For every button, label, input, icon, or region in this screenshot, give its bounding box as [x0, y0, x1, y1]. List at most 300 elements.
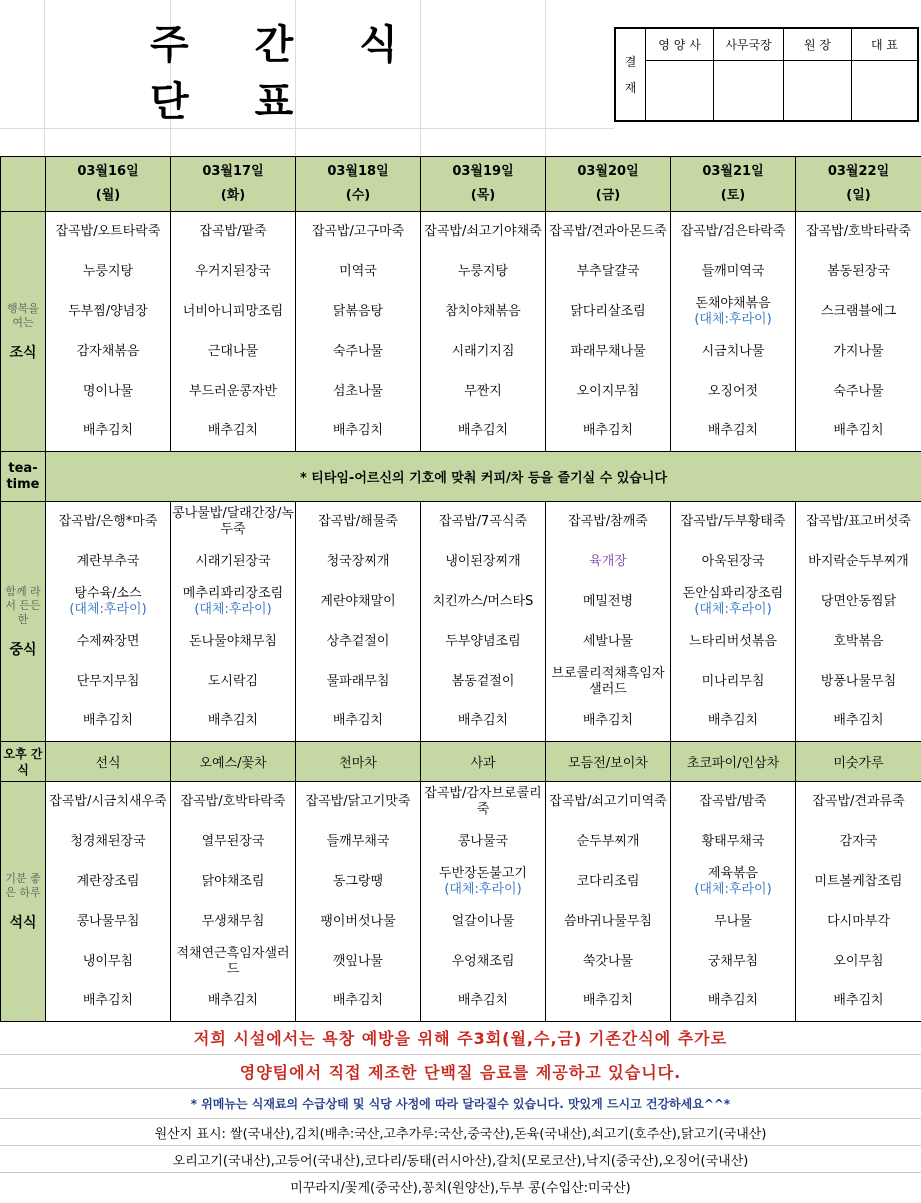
menu-item-text: 잡곡밥/호박타락죽	[180, 793, 286, 809]
menu-item-text: 배추김치	[82, 423, 134, 439]
menu-item	[671, 332, 796, 372]
day-header	[671, 157, 796, 212]
menu-item	[46, 252, 171, 292]
approval-label	[616, 29, 646, 120]
menu-item-text: 시래기지짐	[451, 343, 515, 359]
menu-item	[171, 782, 296, 822]
menu-item-text: 콩나물국	[457, 833, 509, 849]
menu-item	[796, 252, 921, 292]
day-of-week: (화)	[220, 188, 246, 203]
menu-item	[546, 212, 671, 252]
menu-item-text: 잡곡밥/두부황태죽	[680, 513, 786, 529]
menu-item-text: 무나물	[714, 913, 752, 929]
lunch-row	[1, 622, 921, 662]
menu-item-text: 섬초나물	[332, 383, 384, 399]
day-header	[296, 157, 421, 212]
menu-item-text: 잡곡밥/7곡식죽	[439, 513, 527, 529]
menu-item	[46, 412, 171, 452]
menu-item	[671, 502, 796, 542]
menu-item	[46, 332, 171, 372]
menu-item-text: 들깨미역국	[701, 263, 765, 279]
menu-item-text: 미나리무침	[701, 673, 765, 689]
approval-head: 사무국장	[714, 29, 783, 61]
menu-item	[546, 622, 671, 662]
disclaimer: * 위메뉴는 식재료의 수급상태 및 식당 사정에 따라 달라질수 있습니다. 맛있게 드시고 건강하세요^^*	[0, 1089, 921, 1119]
breakfast-row	[1, 412, 921, 452]
day-of-week: (월)	[95, 188, 121, 203]
menu-item-text: 가지나물	[833, 343, 884, 359]
menu-item-substitute: (대체:후라이)	[694, 881, 772, 897]
dinner-row	[1, 982, 921, 1022]
menu-item-text: 도시락김	[207, 673, 259, 689]
menu-item	[671, 862, 796, 902]
menu-item	[421, 902, 546, 942]
menu-item-text: 잡곡밥/팥죽	[199, 223, 267, 239]
menu-item	[671, 252, 796, 292]
menu-item	[171, 702, 296, 742]
menu-item	[546, 982, 671, 1022]
menu-item	[171, 862, 296, 902]
menu-item-text: 시래기된장국	[195, 553, 271, 569]
menu-item-text: 동그랑땡	[332, 873, 384, 889]
menu-item-text: 쑥갓나물	[582, 953, 634, 969]
menu-item	[671, 622, 796, 662]
menu-item	[796, 582, 921, 622]
approval-head: 영 양 사	[646, 29, 713, 61]
lunch-label	[1, 502, 46, 742]
day-date: 03월21일	[702, 164, 764, 179]
menu-item-text: 황태무채국	[701, 833, 765, 849]
day-date: 03월19일	[452, 164, 514, 179]
approval-col-ceo	[852, 29, 917, 120]
menu-item-text: 청국장찌개	[326, 553, 390, 569]
menu-item	[171, 822, 296, 862]
menu-item-text: 닭다리살조림	[570, 303, 646, 319]
menu-item-text: 누룽지탕	[457, 263, 509, 279]
menu-item-text: 우거지된장국	[195, 263, 271, 279]
menu-item	[296, 942, 421, 982]
menu-item-text: 미역국	[339, 263, 377, 279]
origin-line-3: 미꾸라지/꽃게(중국산),꽁치(원양산),두부 콩(수입산:미국산)	[290, 1181, 631, 1196]
menu-item	[296, 252, 421, 292]
menu-item	[46, 582, 171, 622]
breakfast-label	[1, 212, 46, 452]
menu-item	[296, 502, 421, 542]
breakfast-row	[1, 332, 921, 372]
menu-item	[171, 662, 296, 702]
menu-item	[546, 662, 671, 702]
approval-label-top: 결	[624, 54, 637, 69]
menu-item-text: 단무지무침	[76, 673, 140, 689]
approval-head: 원 장	[784, 29, 851, 61]
menu-item-substitute: (대체:후라이)	[694, 311, 772, 327]
menu-item	[171, 252, 296, 292]
menu-item	[671, 542, 796, 582]
menu-item	[796, 542, 921, 582]
breakfast-row	[1, 292, 921, 332]
menu-item-text: 계란부추국	[76, 553, 140, 569]
menu-item	[46, 372, 171, 412]
menu-item	[296, 332, 421, 372]
menu-item	[796, 942, 921, 982]
menu-item	[171, 412, 296, 452]
menu-item	[796, 372, 921, 412]
menu-item	[296, 292, 421, 332]
menu-item	[546, 862, 671, 902]
menu-item-text: 부드러운콩자반	[189, 383, 277, 399]
menu-item	[546, 702, 671, 742]
lunch-row	[1, 542, 921, 582]
menu-item-text: 닭야채조림	[201, 873, 265, 889]
dinner-row	[1, 942, 921, 982]
menu-item	[46, 702, 171, 742]
menu-item	[421, 982, 546, 1022]
breakfast-row	[1, 252, 921, 292]
dinner-label-main: 석식	[9, 914, 37, 931]
menu-item-text: 배추김치	[457, 993, 509, 1009]
menu-item	[546, 372, 671, 412]
menu-item	[671, 942, 796, 982]
menu-item-text: 부추달걀국	[576, 263, 640, 279]
menu-item	[546, 502, 671, 542]
dinner-label-sub: 기분 좋은 하루	[5, 871, 41, 899]
menu-item	[296, 902, 421, 942]
menu-item-text: 배추김치	[582, 423, 634, 439]
menu-item-text: 배추김치	[82, 993, 134, 1009]
menu-item-text: 오이지무침	[576, 383, 640, 399]
menu-item	[546, 582, 671, 622]
lunch-label-sub: 함께 라서 든든한	[5, 584, 41, 626]
menu-item-text: 배추김치	[332, 993, 384, 1009]
menu-item-text: 잡곡밥/쇠고기미역죽	[549, 793, 667, 809]
menu-item-text: 감자국	[839, 833, 878, 849]
approval-box	[614, 27, 919, 122]
menu-item	[671, 782, 796, 822]
menu-item	[46, 982, 171, 1022]
day-date: 03월22일	[827, 164, 890, 179]
menu-item-text: 탕수육/소스	[74, 585, 142, 601]
menu-item-text: 제육볶음	[707, 865, 759, 881]
menu-item-text: 배추김치	[82, 713, 134, 729]
menu-item	[296, 702, 421, 742]
menu-item	[46, 502, 171, 542]
menu-item-text: 잡곡밥/고구마죽	[311, 223, 405, 239]
menu-item	[671, 982, 796, 1022]
notice-line-1: 저희 시설에서는 욕창 예방을 위해 주3회(월,수,금) 기존간식에 추가로	[0, 1021, 921, 1055]
menu-item	[671, 582, 796, 622]
menu-item-text: 잡곡밥/감자브로콜리죽	[424, 785, 542, 817]
menu-item-text: 잡곡밥/밤죽	[699, 793, 767, 809]
menu-item	[796, 212, 921, 252]
menu-item	[46, 292, 171, 332]
menu-item-text: 오징어젓	[707, 383, 759, 399]
snack-item: 선식	[46, 742, 171, 782]
menu-item-text: 냉이무침	[82, 953, 134, 969]
menu-item	[46, 782, 171, 822]
menu-item-text: 잡곡밥/쇠고기야채죽	[424, 223, 542, 239]
menu-item-text: 두반장돈불고기	[439, 865, 527, 881]
day-of-week: (금)	[595, 188, 621, 203]
menu-item-text: 배추김치	[833, 713, 884, 729]
menu-item-text: 배추김치	[207, 993, 259, 1009]
menu-item	[171, 902, 296, 942]
menu-item	[46, 902, 171, 942]
menu-item	[421, 292, 546, 332]
menu-item	[171, 982, 296, 1022]
menu-item-text: 배추김치	[582, 713, 634, 729]
snack-item: 모듬전/보이차	[546, 742, 671, 782]
teatime-row	[1, 452, 921, 502]
menu-item	[46, 822, 171, 862]
menu-item	[546, 412, 671, 452]
menu-item	[171, 542, 296, 582]
menu-item	[671, 412, 796, 452]
menu-item	[796, 862, 921, 902]
menu-item	[546, 822, 671, 862]
menu-item-substitute: (대체:후라이)	[444, 881, 522, 897]
menu-item	[421, 622, 546, 662]
menu-item	[796, 702, 921, 742]
menu-item-text: 잡곡밥/검은타락죽	[680, 223, 786, 239]
lunch-row	[1, 662, 921, 702]
menu-item-text: 잡곡밥/표고버섯죽	[806, 513, 911, 529]
day-header	[171, 157, 296, 212]
menu-item-text: 순두부찌개	[576, 833, 640, 849]
menu-item	[546, 542, 671, 582]
snack-label: 오후 간식	[1, 742, 46, 782]
lunch-label-main: 중식	[9, 641, 37, 658]
menu-item	[421, 822, 546, 862]
menu-item	[296, 622, 421, 662]
menu-item	[421, 942, 546, 982]
menu-item	[46, 212, 171, 252]
menu-item-text: 너비아니피망조림	[182, 303, 284, 319]
lunch-label-wrap	[1, 585, 45, 659]
menu-item-text: 메추리꽈리장조림	[182, 585, 284, 601]
menu-item-text: 누룽지탕	[82, 263, 134, 279]
menu-item-text: 메밀전병	[582, 593, 634, 609]
weekly-menu-table	[0, 156, 921, 1022]
menu-item	[796, 822, 921, 862]
menu-item	[296, 782, 421, 822]
lunch-row	[1, 582, 921, 622]
day-date: 03월20일	[577, 164, 639, 179]
menu-item	[296, 412, 421, 452]
menu-item	[171, 212, 296, 252]
menu-item-text: 무생채무침	[201, 913, 265, 929]
menu-item-text: 당면안동찜닭	[820, 593, 897, 609]
dinner-label	[1, 782, 46, 1022]
menu-item	[671, 212, 796, 252]
corner-cell	[1, 157, 46, 212]
menu-item	[546, 332, 671, 372]
menu-item-text: 배추김치	[707, 713, 759, 729]
menu-item-text: 잡곡밥/견과류죽	[812, 793, 905, 809]
menu-item-text: 돈채야채볶음	[695, 295, 771, 311]
menu-item-text: 명이나물	[82, 383, 134, 399]
dinner-row	[1, 782, 921, 822]
menu-item-substitute: (대체:후라이)	[694, 601, 772, 617]
day-header	[46, 157, 171, 212]
menu-item-text: 숙주나물	[833, 383, 884, 399]
menu-item-text: 잡곡밥/오트타락죽	[55, 223, 161, 239]
menu-item-text: 물파래무침	[326, 673, 390, 689]
menu-item-text: 배추김치	[332, 423, 384, 439]
menu-item-text: 열무된장국	[201, 833, 265, 849]
menu-item-text: 팽이버섯나물	[320, 913, 396, 929]
menu-item	[296, 542, 421, 582]
dinner-label-wrap	[1, 872, 45, 932]
menu-item-text: 무짠지	[464, 383, 502, 399]
menu-item	[796, 982, 921, 1022]
menu-item	[296, 862, 421, 902]
menu-item	[546, 252, 671, 292]
menu-item-text: 들깨무채국	[326, 833, 390, 849]
menu-item	[796, 412, 921, 452]
menu-item-text: 청경채된장국	[70, 833, 146, 849]
breakfast-label-main: 조식	[9, 344, 37, 361]
menu-item	[421, 502, 546, 542]
day-date: 03월18일	[327, 164, 389, 179]
menu-item	[421, 862, 546, 902]
snack-item: 천마차	[296, 742, 421, 782]
approval-col-office-manager	[714, 29, 784, 120]
menu-item-text: 오이무침	[833, 953, 884, 969]
menu-item	[46, 862, 171, 902]
menu-item	[546, 782, 671, 822]
teatime-label: tea-time	[1, 452, 46, 502]
menu-item-text: 계란장조림	[76, 873, 140, 889]
menu-item	[296, 822, 421, 862]
snack-item: 초코파이/인삼차	[671, 742, 796, 782]
menu-item	[421, 662, 546, 702]
lunch-row	[1, 502, 921, 542]
day-header	[546, 157, 671, 212]
menu-item	[171, 942, 296, 982]
teatime-text: * 티타임-어르신의 기호에 맞춰 커피/차 등을 즐기실 수 있습니다	[46, 452, 921, 502]
menu-item	[546, 902, 671, 942]
menu-item-substitute: (대체:후라이)	[69, 601, 147, 617]
menu-item-text: 세발나물	[582, 633, 634, 649]
menu-item	[671, 822, 796, 862]
menu-item	[796, 502, 921, 542]
menu-item-text: 잡곡밥/시금치새우죽	[49, 793, 167, 809]
menu-item-text: 두부양념조림	[445, 633, 521, 649]
menu-item-text: 우엉채조림	[451, 953, 515, 969]
menu-item-text: 수제짜장면	[76, 633, 140, 649]
menu-item	[421, 782, 546, 822]
menu-item-text: 시금치나물	[701, 343, 765, 359]
menu-item	[46, 662, 171, 702]
dinner-row	[1, 822, 921, 862]
origin-line-2: 오리고기(국내산),고등어(국내산),코다리/동태(러시아산),갈치(모로코산),낙지(중국산),오징어(국내산)	[0, 1146, 921, 1173]
day-of-week: (수)	[345, 188, 371, 203]
approval-col-director	[784, 29, 852, 120]
breakfast-label-wrap	[1, 302, 45, 362]
menu-item	[171, 582, 296, 622]
menu-item-text: 방풍나물무침	[820, 673, 897, 689]
menu-item-text: 참치야채볶음	[445, 303, 521, 319]
menu-item-text: 미트볼케찹조림	[814, 873, 903, 889]
breakfast-row	[1, 212, 921, 252]
menu-item	[46, 942, 171, 982]
menu-item	[421, 542, 546, 582]
menu-item	[546, 942, 671, 982]
menu-item-text: 궁채무침	[707, 953, 759, 969]
menu-item-text: 배추김치	[582, 993, 634, 1009]
menu-item-text: 씀바귀나물무침	[564, 913, 652, 929]
menu-item	[671, 662, 796, 702]
menu-item-text: 파래무채나물	[570, 343, 646, 359]
menu-item	[171, 372, 296, 412]
menu-item-text: 배추김치	[833, 993, 884, 1009]
menu-item	[421, 582, 546, 622]
menu-item-text: 닭볶음탕	[332, 303, 384, 319]
menu-item	[421, 372, 546, 412]
menu-item-text: 잡곡밥/해물죽	[318, 513, 398, 529]
menu-item-text: 배추김치	[332, 713, 384, 729]
menu-item-text: 돈나물야채무침	[189, 633, 277, 649]
menu-item-text: 얼갈이나물	[451, 913, 515, 929]
menu-item-substitute: (대체:후라이)	[194, 601, 272, 617]
day-of-week: (토)	[720, 188, 746, 203]
menu-item-text: 적채연근흑임자샐러드	[176, 945, 290, 977]
menu-item-text: 코다리조림	[576, 873, 640, 889]
menu-item-text: 상추겉절이	[326, 633, 390, 649]
menu-item-text: 바지락순두부찌개	[808, 553, 909, 569]
menu-item	[296, 372, 421, 412]
menu-item-text: 아욱된장국	[701, 553, 765, 569]
day-header	[796, 157, 921, 212]
menu-item	[421, 332, 546, 372]
menu-item-text: 다시마부각	[827, 913, 890, 929]
breakfast-row	[1, 372, 921, 412]
dinner-row	[1, 902, 921, 942]
menu-item-text: 근대나물	[207, 343, 259, 359]
snack-item: 사과	[421, 742, 546, 782]
menu-item	[296, 582, 421, 622]
menu-item	[671, 702, 796, 742]
menu-item-text: 배추김치	[207, 713, 259, 729]
menu-item-text: 육개장	[589, 553, 627, 569]
menu-item	[421, 212, 546, 252]
menu-item	[671, 292, 796, 332]
menu-item-text: 두부찜/양념장	[68, 303, 148, 319]
origin-line-1: 원산지 표시: 쌀(국내산),김치(배추:국산,고추가루:국산,중국산),돈육(국내산),쇠고기(호주산),닭고기(국내산)	[0, 1119, 921, 1146]
menu-item	[171, 502, 296, 542]
day-header	[421, 157, 546, 212]
menu-item	[671, 902, 796, 942]
menu-item	[421, 252, 546, 292]
footer	[0, 1021, 921, 1200]
menu-item	[671, 372, 796, 412]
snack-row	[1, 742, 921, 782]
menu-item-text: 콩나물무침	[76, 913, 140, 929]
page-title: 주 간 식 단 표	[150, 22, 424, 125]
day-date: 03월16일	[77, 164, 139, 179]
menu-item-text: 감자채볶음	[76, 343, 140, 359]
menu-item-text: 봄동겉절이	[451, 673, 515, 689]
menu-item-text: 배추김치	[707, 423, 759, 439]
menu-item-text: 콩나물밥/달래간장/녹두죽	[172, 505, 294, 537]
menu-item	[421, 702, 546, 742]
menu-item	[796, 332, 921, 372]
menu-item-text: 호박볶음	[833, 633, 884, 649]
menu-item	[171, 622, 296, 662]
snack-item: 오예스/꽃차	[171, 742, 296, 782]
snack-item: 미숫가루	[796, 742, 921, 782]
approval-col-nutritionist	[646, 29, 714, 120]
